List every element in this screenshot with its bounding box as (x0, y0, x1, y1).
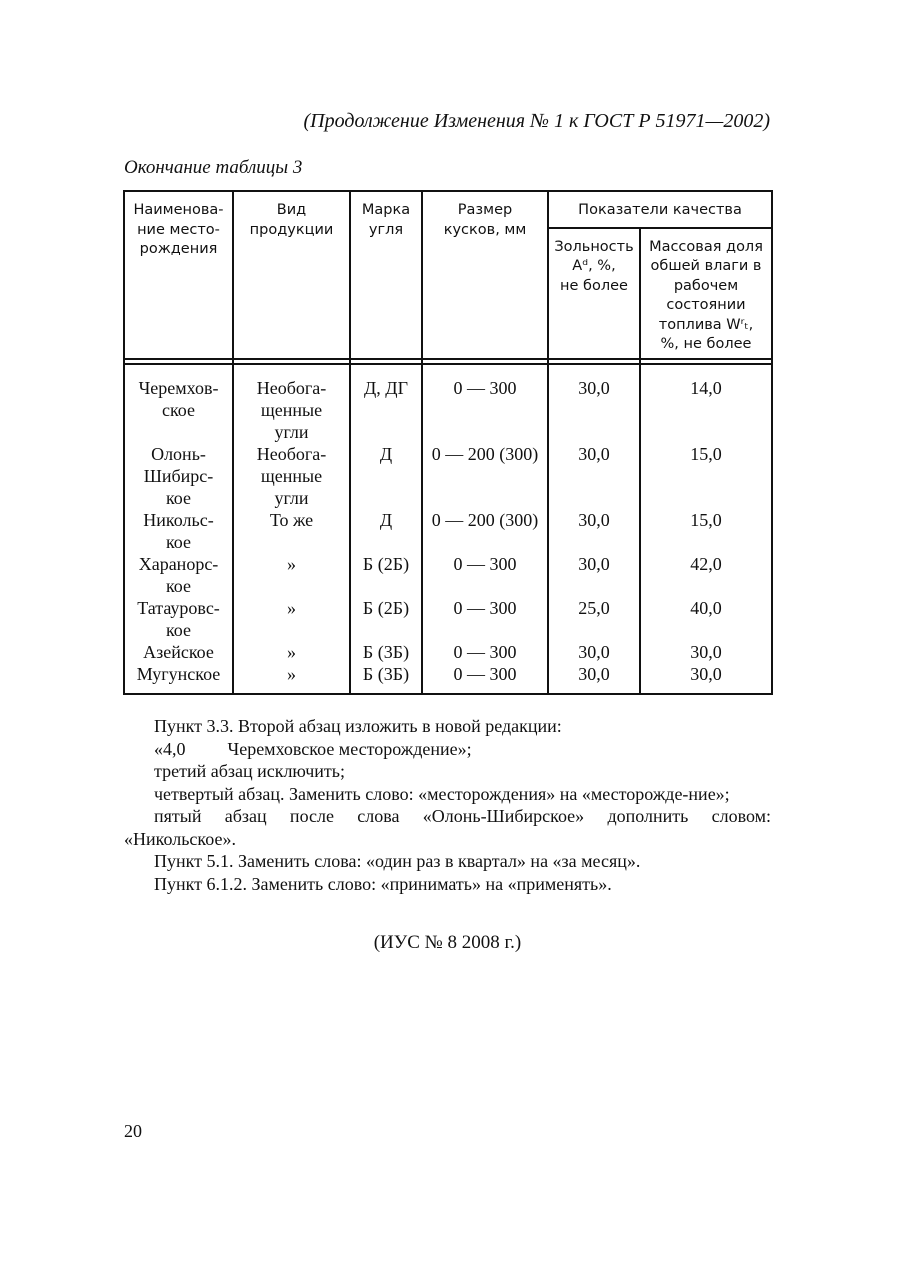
cell-product: » (233, 553, 350, 597)
col-header-deposit: Наименова- ние место- рождения (124, 191, 233, 359)
col-header-product: Вид продукции (233, 191, 350, 359)
cell-moisture: 30,0 (640, 641, 772, 663)
cell-product: То же (233, 509, 350, 553)
cell-product: Необога- щенные угли (233, 364, 350, 443)
cell-grade: Д (350, 509, 422, 553)
cell-product: » (233, 597, 350, 641)
cell-size: 0 — 200 (300) (422, 443, 548, 509)
cell-moisture: 42,0 (640, 553, 772, 597)
cell-ash: 30,0 (548, 509, 640, 553)
cell-ash: 30,0 (548, 641, 640, 663)
cell-ash: 30,0 (548, 443, 640, 509)
table-row (124, 364, 772, 443)
cell-ash: 30,0 (548, 663, 640, 694)
cell-deposit: Мугунское (124, 663, 233, 694)
table-caption: Окончание таблицы 3 (124, 157, 303, 178)
paragraph: третий абзац исключить; (154, 761, 345, 781)
cell-grade: Б (3Б) (350, 641, 422, 663)
cell-grade: Б (2Б) (350, 553, 422, 597)
paragraph: пятый абзац после слова «Олонь-Шибирское» дополнить словом: «Никольское». (124, 806, 771, 849)
coal-quality-table (123, 190, 773, 695)
cell-deposit: Азейское (124, 641, 233, 663)
deposit-text: Черемховское месторождение»; (227, 738, 472, 759)
col-header-grade: Марка угля (350, 191, 422, 359)
cell-grade: Б (3Б) (350, 663, 422, 694)
cell-size: 0 — 300 (422, 663, 548, 694)
paragraph: четвертый абзац. Заменить слово: «месторождения» на «месторожде-ние»; (154, 783, 730, 804)
cell-deposit: Олонь- Шибирс- кое (124, 443, 233, 509)
paragraph (124, 738, 771, 761)
page-number: 20 (124, 1121, 142, 1141)
paragraph: Пункт 6.1.2. Заменить слово: «принимать» на «применять». (154, 873, 612, 894)
cell-product: » (233, 641, 350, 663)
cell-size: 0 — 300 (422, 597, 548, 641)
col-header-moisture: Массовая доля обшей влаги в рабочем состоянии топлива Wʳₜ, %, не более (640, 228, 772, 359)
table-row (124, 443, 772, 509)
running-header: (Продолжение Изменения № 1 к ГОСТ Р 51971—2002) (303, 110, 770, 132)
paragraph: Пункт 3.3. Второй абзац изложить в новой редакции: (154, 716, 562, 736)
cell-moisture: 30,0 (640, 663, 772, 694)
paragraph: Пункт 5.1. Заменить слова: «один раз в квартал» на «за месяц». (154, 851, 641, 871)
table-row (124, 509, 772, 553)
cell-moisture: 15,0 (640, 443, 772, 509)
col-header-size: Размер кусков, мм (422, 191, 548, 359)
table-row (124, 641, 772, 663)
amendment-text (124, 715, 771, 895)
cell-ash: 25,0 (548, 597, 640, 641)
col-header-quality: Показатели качества (548, 191, 772, 228)
cell-size: 0 — 300 (422, 641, 548, 663)
value-text: «4,0 (154, 738, 186, 759)
cell-deposit: Харанорс- кое (124, 553, 233, 597)
table-row (124, 597, 772, 641)
cell-size: 0 — 200 (300) (422, 509, 548, 553)
cell-ash: 30,0 (548, 553, 640, 597)
cell-moisture: 14,0 (640, 364, 772, 443)
table-body (124, 364, 772, 694)
cell-moisture: 15,0 (640, 509, 772, 553)
cell-grade: Д (350, 443, 422, 509)
publication-reference: (ИУС № 8 2008 г.) (373, 932, 522, 953)
cell-grade: Б (2Б) (350, 597, 422, 641)
cell-product: Необога- щенные угли (233, 443, 350, 509)
table-row (124, 663, 772, 694)
cell-deposit: Никольс- кое (124, 509, 233, 553)
cell-deposit: Черемхов- ское (124, 364, 233, 443)
cell-product: » (233, 663, 350, 694)
cell-deposit: Татауровс- кое (124, 597, 233, 641)
cell-size: 0 — 300 (422, 553, 548, 597)
cell-size: 0 — 300 (422, 364, 548, 443)
cell-ash: 30,0 (548, 364, 640, 443)
table-row (124, 553, 772, 597)
col-header-ash: Зольность Aᵈ, %, не более (548, 228, 640, 359)
cell-grade: Д, ДГ (350, 364, 422, 443)
cell-moisture: 40,0 (640, 597, 772, 641)
